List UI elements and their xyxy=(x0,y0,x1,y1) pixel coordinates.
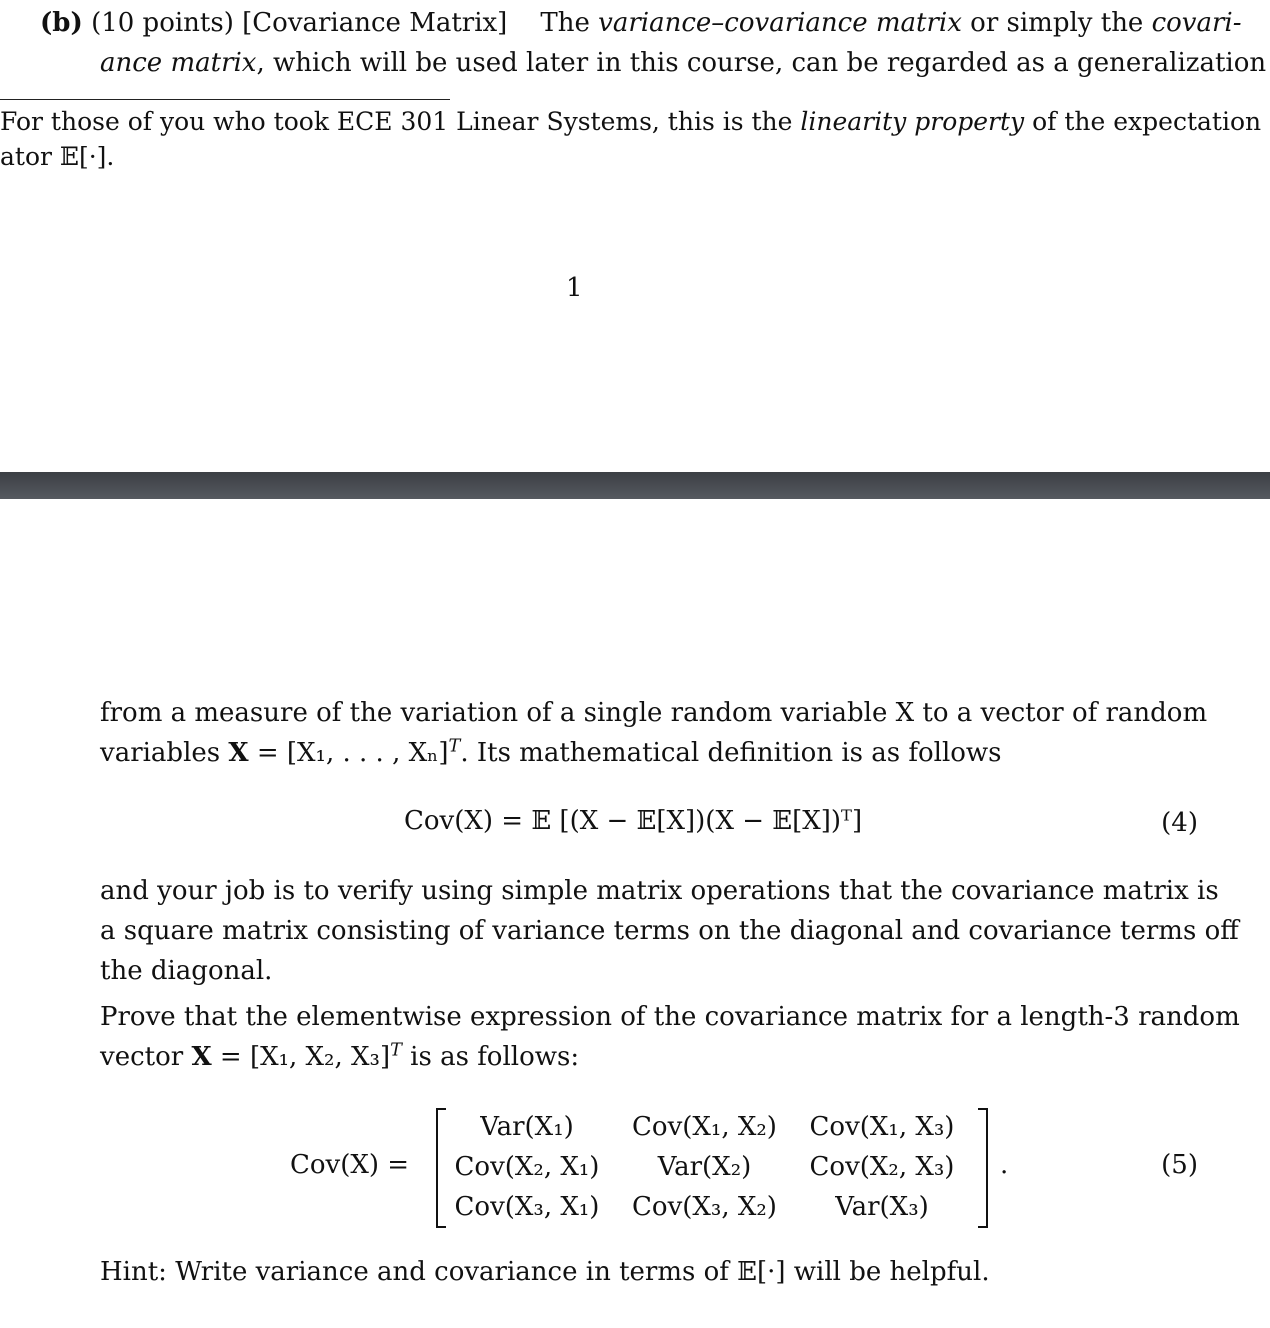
page-number: 1 xyxy=(566,273,583,303)
text-segment: For those of you who took ECE 301 Linear Systems, this is the xyxy=(0,107,793,136)
equation-5-number: (5) xyxy=(1161,1150,1198,1180)
part-label: (b) xyxy=(40,8,83,38)
continuation-line-2 xyxy=(100,738,1002,768)
bold-vector-symbol: X xyxy=(228,738,249,768)
paragraph-2-line-1: Prove that the elementwise expression of the covariance matrix for a length-3 random xyxy=(100,1002,1240,1032)
text-segment: The xyxy=(540,8,590,38)
transpose-symbol: T xyxy=(448,736,461,757)
matrix-cell: Cov(X₂, X₃) xyxy=(809,1152,955,1182)
bold-vector-symbol: X xyxy=(191,1042,212,1072)
matrix-cell: Cov(X₃, X₂) xyxy=(632,1192,777,1222)
text-segment: . Its mathematical definition is as follows xyxy=(460,738,1002,768)
matrix-cell: Var(X₂) xyxy=(657,1152,752,1182)
text-segment: is as follows: xyxy=(410,1042,580,1072)
matrix-cell: Cov(X₁, X₃) xyxy=(809,1112,955,1142)
paragraph-1-line-2: a square matrix consisting of variance terms on the diagonal and covariance terms off xyxy=(100,916,1239,946)
text-segment: of the expectation xyxy=(1032,107,1262,136)
paragraph-2-line-2 xyxy=(100,1042,579,1072)
equation-4-number: (4) xyxy=(1161,808,1198,838)
matrix-cell: Cov(X₁, X₂) xyxy=(632,1112,777,1142)
matrix-cell: Cov(X₂, X₁) xyxy=(454,1152,600,1182)
continuation-line-1: from a measure of the variation of a single random variable X to a vector of random xyxy=(100,698,1208,728)
matrix-cell: Var(X₁) xyxy=(480,1112,574,1142)
footnote-line-2: ator 𝔼[·]. xyxy=(0,142,115,171)
footnote-line-1 xyxy=(0,107,1261,136)
equation-5-period: . xyxy=(1000,1150,1009,1180)
section-title: [Covariance Matrix] xyxy=(242,8,508,38)
hint-text: Hint: Write variance and covariance in terms of 𝔼[·] will be helpful. xyxy=(100,1257,990,1287)
page-divider xyxy=(0,472,1270,499)
math-expression: = [X₁, X₂, X₃] xyxy=(219,1042,391,1072)
emphasis-term: variance–covariance matrix xyxy=(598,8,962,38)
text-segment: variables xyxy=(100,738,221,768)
text-segment: or simply the xyxy=(970,8,1144,38)
text-segment: , which will be used later in this course, can be regarded as a generalization xyxy=(256,48,1267,78)
part-b-line-2 xyxy=(100,48,1266,78)
equation-5-lhs: Cov(X) = xyxy=(290,1150,410,1180)
emphasis-term: ance matrix xyxy=(100,48,257,78)
part-b-line-1 xyxy=(40,8,1242,38)
covariance-matrix xyxy=(442,1108,967,1226)
emphasis-term: linearity property xyxy=(800,107,1025,136)
paragraph-1-line-3: the diagonal. xyxy=(100,956,273,986)
equation-4: Cov(X) = 𝔼 [(X − 𝔼[X])(X − 𝔼[X])ᵀ] xyxy=(404,806,863,836)
matrix-cell: Var(X₃) xyxy=(835,1192,929,1222)
emphasis-term: covari- xyxy=(1151,8,1242,38)
footnote-rule xyxy=(0,99,450,100)
matrix-cell: Cov(X₃, X₁) xyxy=(454,1192,600,1222)
transpose-symbol: T xyxy=(390,1040,402,1061)
paragraph-1-line-1: and your job is to verify using simple matrix operations that the covariance matrix is xyxy=(100,876,1219,906)
math-expression: = [X₁, . . . , Xₙ] xyxy=(256,738,449,768)
points-label: (10 points) xyxy=(91,8,234,38)
text-segment: vector xyxy=(100,1042,184,1072)
matrix-right-bracket xyxy=(978,1108,988,1228)
